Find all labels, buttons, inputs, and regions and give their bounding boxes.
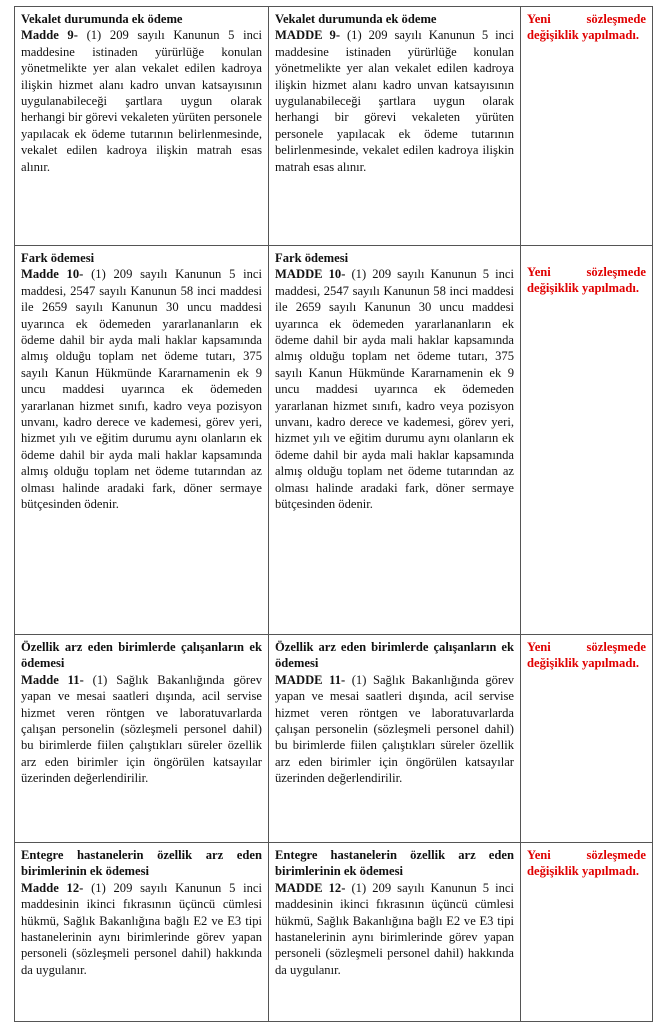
article-body: (1) 209 sayılı Kanunun 5 inci maddesine istinaden yürürlüğe konulan yönetmelikte yer alan vekalet edilen kadroya ilişkin hizmet alanı kadro unvan katsayısının uygulanabileceği şartlara uygun olarak herhangi bir görevi vekaleten yürüten personele yapılacak ek ödeme tutarının belirlenmesinde, vekalet edilen kadroya ilişkin matrah esas alınır. <box>21 28 262 174</box>
article-body: (1) Sağlık Bakanlığında görev yapan ve mesai saatleri dışında, acil servise hizmet veren röntgen ve laboratuvarlarda çalışan personelin (sözleşmeli personel dahil) bu birimlerde fiilen çalıştıkları süreler özellik arz eden birimler için öngörülen katsayılar üzerinden değerlendirilir. <box>21 672 262 786</box>
article-number: Madde 10- <box>21 267 84 282</box>
old-text-cell <box>15 635 269 843</box>
new-text-cell <box>269 7 521 246</box>
article-heading: Fark ödemesi <box>21 251 95 265</box>
article-heading: Fark ödemesi <box>275 251 349 265</box>
article-number: Madde 9- <box>21 28 78 43</box>
article-number: Madde 11- <box>21 672 84 687</box>
article-heading: Vekalet durumunda ek ödeme <box>275 12 437 26</box>
article-heading: Entegre hastanelerin özellik arz eden birimlerinin ek ödemesi <box>21 848 262 879</box>
old-text-cell <box>15 246 269 635</box>
table-row <box>15 843 653 1022</box>
article-body: (1) 209 sayılı Kanunun 5 inci maddesi, 2547 sayılı Kanunun 58 inci maddesi ile 2659 sayılı Kanunun 30 uncu maddesi uyarınca ek ödemeden yararlananların ek ödeme dahil bir ayda mali haklar kapsamında almış olduğu toplam net ödeme tutarı, 375 sayılı Kanun Hükmünde Kararnamenin ek 9 uncu maddesi uyarınca ek ödemeden yararlanan hizmet sınıfı, kadro veya pozisyon unvanı, kadro derece ve kademesi, görev yeri, hizmet yılı ve eğitim durumu aynı olanların ek ödeme dahil bir ayda mali haklar kapsamında almış olduğu toplam net ödeme tutarından az olması halinde aradaki fark, döner sermaye bütçesinden ödenir. <box>275 267 514 512</box>
table-row <box>15 7 653 246</box>
article-heading: Özellik arz eden birimlerde çalışanların ek ödemesi <box>21 640 262 671</box>
article-number: MADDE 9- <box>275 28 341 43</box>
article-body: (1) 209 sayılı Kanunun 5 inci maddesine istinaden yürürlüğe konulan yönetmelikte yer alan vekalet edilen kadroya ilişkin hizmet alanı kadro unvan katsayısının uygulanabileceği şartlara uygun olarak herhangi bir görevi vekaleten yürüten personele yapılacak ek ödeme tutarının belirlenmesinde, vekalet edilen kadroya ilişkin matrah esas alınır. <box>275 28 514 174</box>
article-body: (1) 209 sayılı Kanunun 5 inci maddesi, 2547 sayılı Kanunun 58 inci maddesi ile 2659 sayılı Kanunun 30 uncu maddesi uyarınca ek ödemeden yararlananların ek ödeme dahil bir ayda mali haklar kapsamında almış olduğu toplam net ödeme tutarı, 375 sayılı Kanun Hükmünde Kararnamenin ek 9 uncu maddesi uyarınca ek ödemeden yararlanan hizmet sınıfı, kadro veya pozisyon unvanı, kadro derece ve kademesi, görev yeri, hizmet yılı ve eğitim durumu aynı olanların ek ödeme dahil bir ayda mali haklar kapsamında almış olduğu toplam net ödeme tutarından az olması halinde aradaki fark, döner sermaye bütçesinden ödenir. <box>21 267 263 512</box>
article-heading: Özellik arz eden birimlerde çalışanların ek ödemesi <box>275 640 514 671</box>
article-number: MADDE 10- <box>275 267 346 282</box>
new-text-cell <box>269 843 521 1022</box>
new-text-cell <box>269 246 521 635</box>
article-body: (1) 209 sayılı Kanunun 5 inci maddesinin ikinci fıkrasının üçüncü cümlesi hükmü, Sağlık Bakanlığına bağlı E2 ve E3 tipi hastanelerinin aynı birimlerinde görev yapan personeli (sözleşmeli personel dahil) hakkında da uygulanır. <box>21 880 263 977</box>
old-text-cell <box>15 7 269 246</box>
article-body: (1) 209 sayılı Kanunun 5 inci maddesinin ikinci fıkrasının üçüncü cümlesi hükmü, Sağlık Bakanlığına bağlı E2 ve E3 tipi hastanelerinin aynı birimlerinde görev yapan personeli (sözleşmeli personel dahil) hakkında da uygulanır. <box>275 880 514 977</box>
old-text-cell <box>15 843 269 1022</box>
article-heading: Entegre hastanelerin özellik arz eden birimlerinin ek ödemesi <box>275 848 514 879</box>
article-number: MADDE 11- <box>275 672 346 687</box>
table-row <box>15 635 653 843</box>
change-note: Yeni sözleşmede değişiklik yapılmadı. <box>521 246 653 635</box>
comparison-table <box>14 6 653 1022</box>
change-note: Yeni sözleşmede değişiklik yapılmadı. <box>521 843 653 1022</box>
article-body: (1) Sağlık Bakanlığında görev yapan ve mesai saatleri dışında, acil servise hizmet veren röntgen ve laboratuvarlarda çalışan personelin (sözleşmeli personel dahil) bu birimlerde fiilen çalıştıkları süreler özellik arz eden birimler için öngörülen katsayılar üzerinden değerlendirilir. <box>275 672 515 786</box>
article-heading: Vekalet durumunda ek ödeme <box>21 12 183 26</box>
table-row <box>15 246 653 635</box>
new-text-cell <box>269 635 521 843</box>
change-note: Yeni sözleşmede değişiklik yapılmadı. <box>521 7 653 246</box>
change-note: Yeni sözleşmede değişiklik yapılmadı. <box>521 635 653 843</box>
article-number: MADDE 12- <box>275 880 346 895</box>
article-number: Madde 12- <box>21 880 84 895</box>
